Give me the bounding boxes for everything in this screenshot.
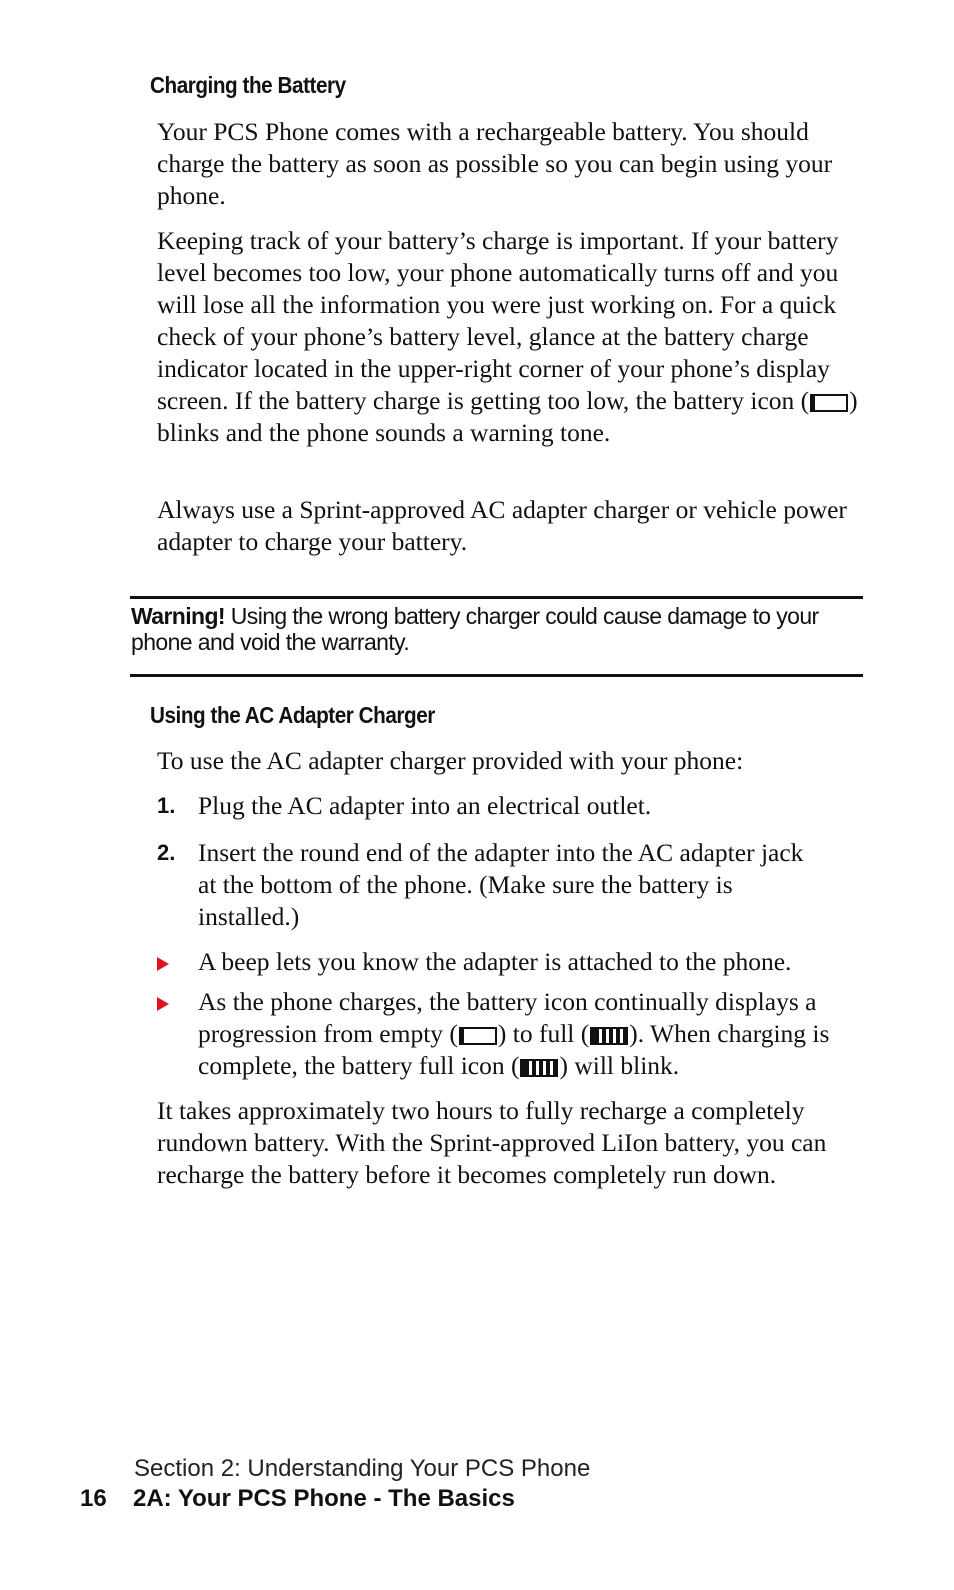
step-number: 1. xyxy=(157,793,176,818)
bullet-text-part: ). When charging is complete, the battery full icon ( xyxy=(198,1019,830,1080)
paragraph-adapter-advice: Always use a Sprint-approved AC adapter charger or vehicle power adapter to charge your battery. xyxy=(157,495,847,556)
battery-empty-icon xyxy=(810,394,848,412)
step-2 xyxy=(157,837,827,933)
battery-full-icon xyxy=(520,1059,558,1077)
paragraph-ac-intro: To use the AC adapter charger provided with your phone: xyxy=(157,746,744,775)
warning-box xyxy=(131,603,861,655)
section-heading-ac-adapter: Using the AC Adapter Charger xyxy=(150,702,435,728)
paragraph-recharge-time: It takes approximately two hours to fully recharge a completely rundown battery. With the Sprint-approved LiIon battery, you can recharge the battery before it becomes completely run down. xyxy=(157,1096,827,1189)
bullet-text: A beep lets you know the adapter is attached to the phone. xyxy=(198,947,792,976)
warning-text: Using the wrong battery charger could cause damage to your phone and void the warranty. xyxy=(131,603,819,655)
bullet-text xyxy=(198,986,862,1082)
bullet-charging-progress xyxy=(157,986,862,1082)
bullet-text-part: As the phone charges, the battery icon continually displays a progression from empty ( xyxy=(198,987,817,1048)
paragraph-text-part: ) blinks and the phone sounds a warning tone. xyxy=(157,386,858,447)
triangle-right-icon xyxy=(157,997,169,1011)
paragraph-intro: Your PCS Phone comes with a rechargeable battery. You should charge the battery as soon as possible so you can begin using your phone. xyxy=(157,117,833,210)
footer-chapter-title: 2A: Your PCS Phone - The Basics xyxy=(133,1485,515,1512)
warning-label: Warning! xyxy=(131,603,225,629)
footer-page-number: 16 xyxy=(80,1485,107,1512)
paragraph-battery-tracking xyxy=(157,225,862,449)
step-text: Insert the round end of the adapter into the AC adapter jack at the bottom of the phone. (Make sure the battery is installed.) xyxy=(198,838,804,931)
warning-top-rule xyxy=(130,596,863,599)
warning-bottom-rule xyxy=(130,674,863,677)
section-heading-charging: Charging the Battery xyxy=(150,72,346,98)
triangle-right-icon xyxy=(157,957,169,971)
footer-section-title: Section 2: Understanding Your PCS Phone xyxy=(134,1455,591,1482)
bullet-text-part: ) to full ( xyxy=(497,1019,590,1048)
step-number: 2. xyxy=(157,840,176,865)
paragraph-text-part: Keeping track of your battery’s charge is important. If your battery level becomes too low, your phone automatically turns off and you will lose all the information you were just working on. For a quick check of your phone’s battery level, glance at the battery charge indicator located in the upper-right corner of your phone’s display screen. If the battery charge is getting too low, the battery icon ( xyxy=(157,226,839,415)
step-1 xyxy=(157,790,862,822)
battery-empty-icon xyxy=(459,1027,497,1045)
bullet-beep xyxy=(157,946,862,978)
bullet-text-part: ) will blink. xyxy=(559,1051,680,1080)
battery-full-icon xyxy=(590,1027,628,1045)
step-text: Plug the AC adapter into an electrical outlet. xyxy=(198,791,652,820)
